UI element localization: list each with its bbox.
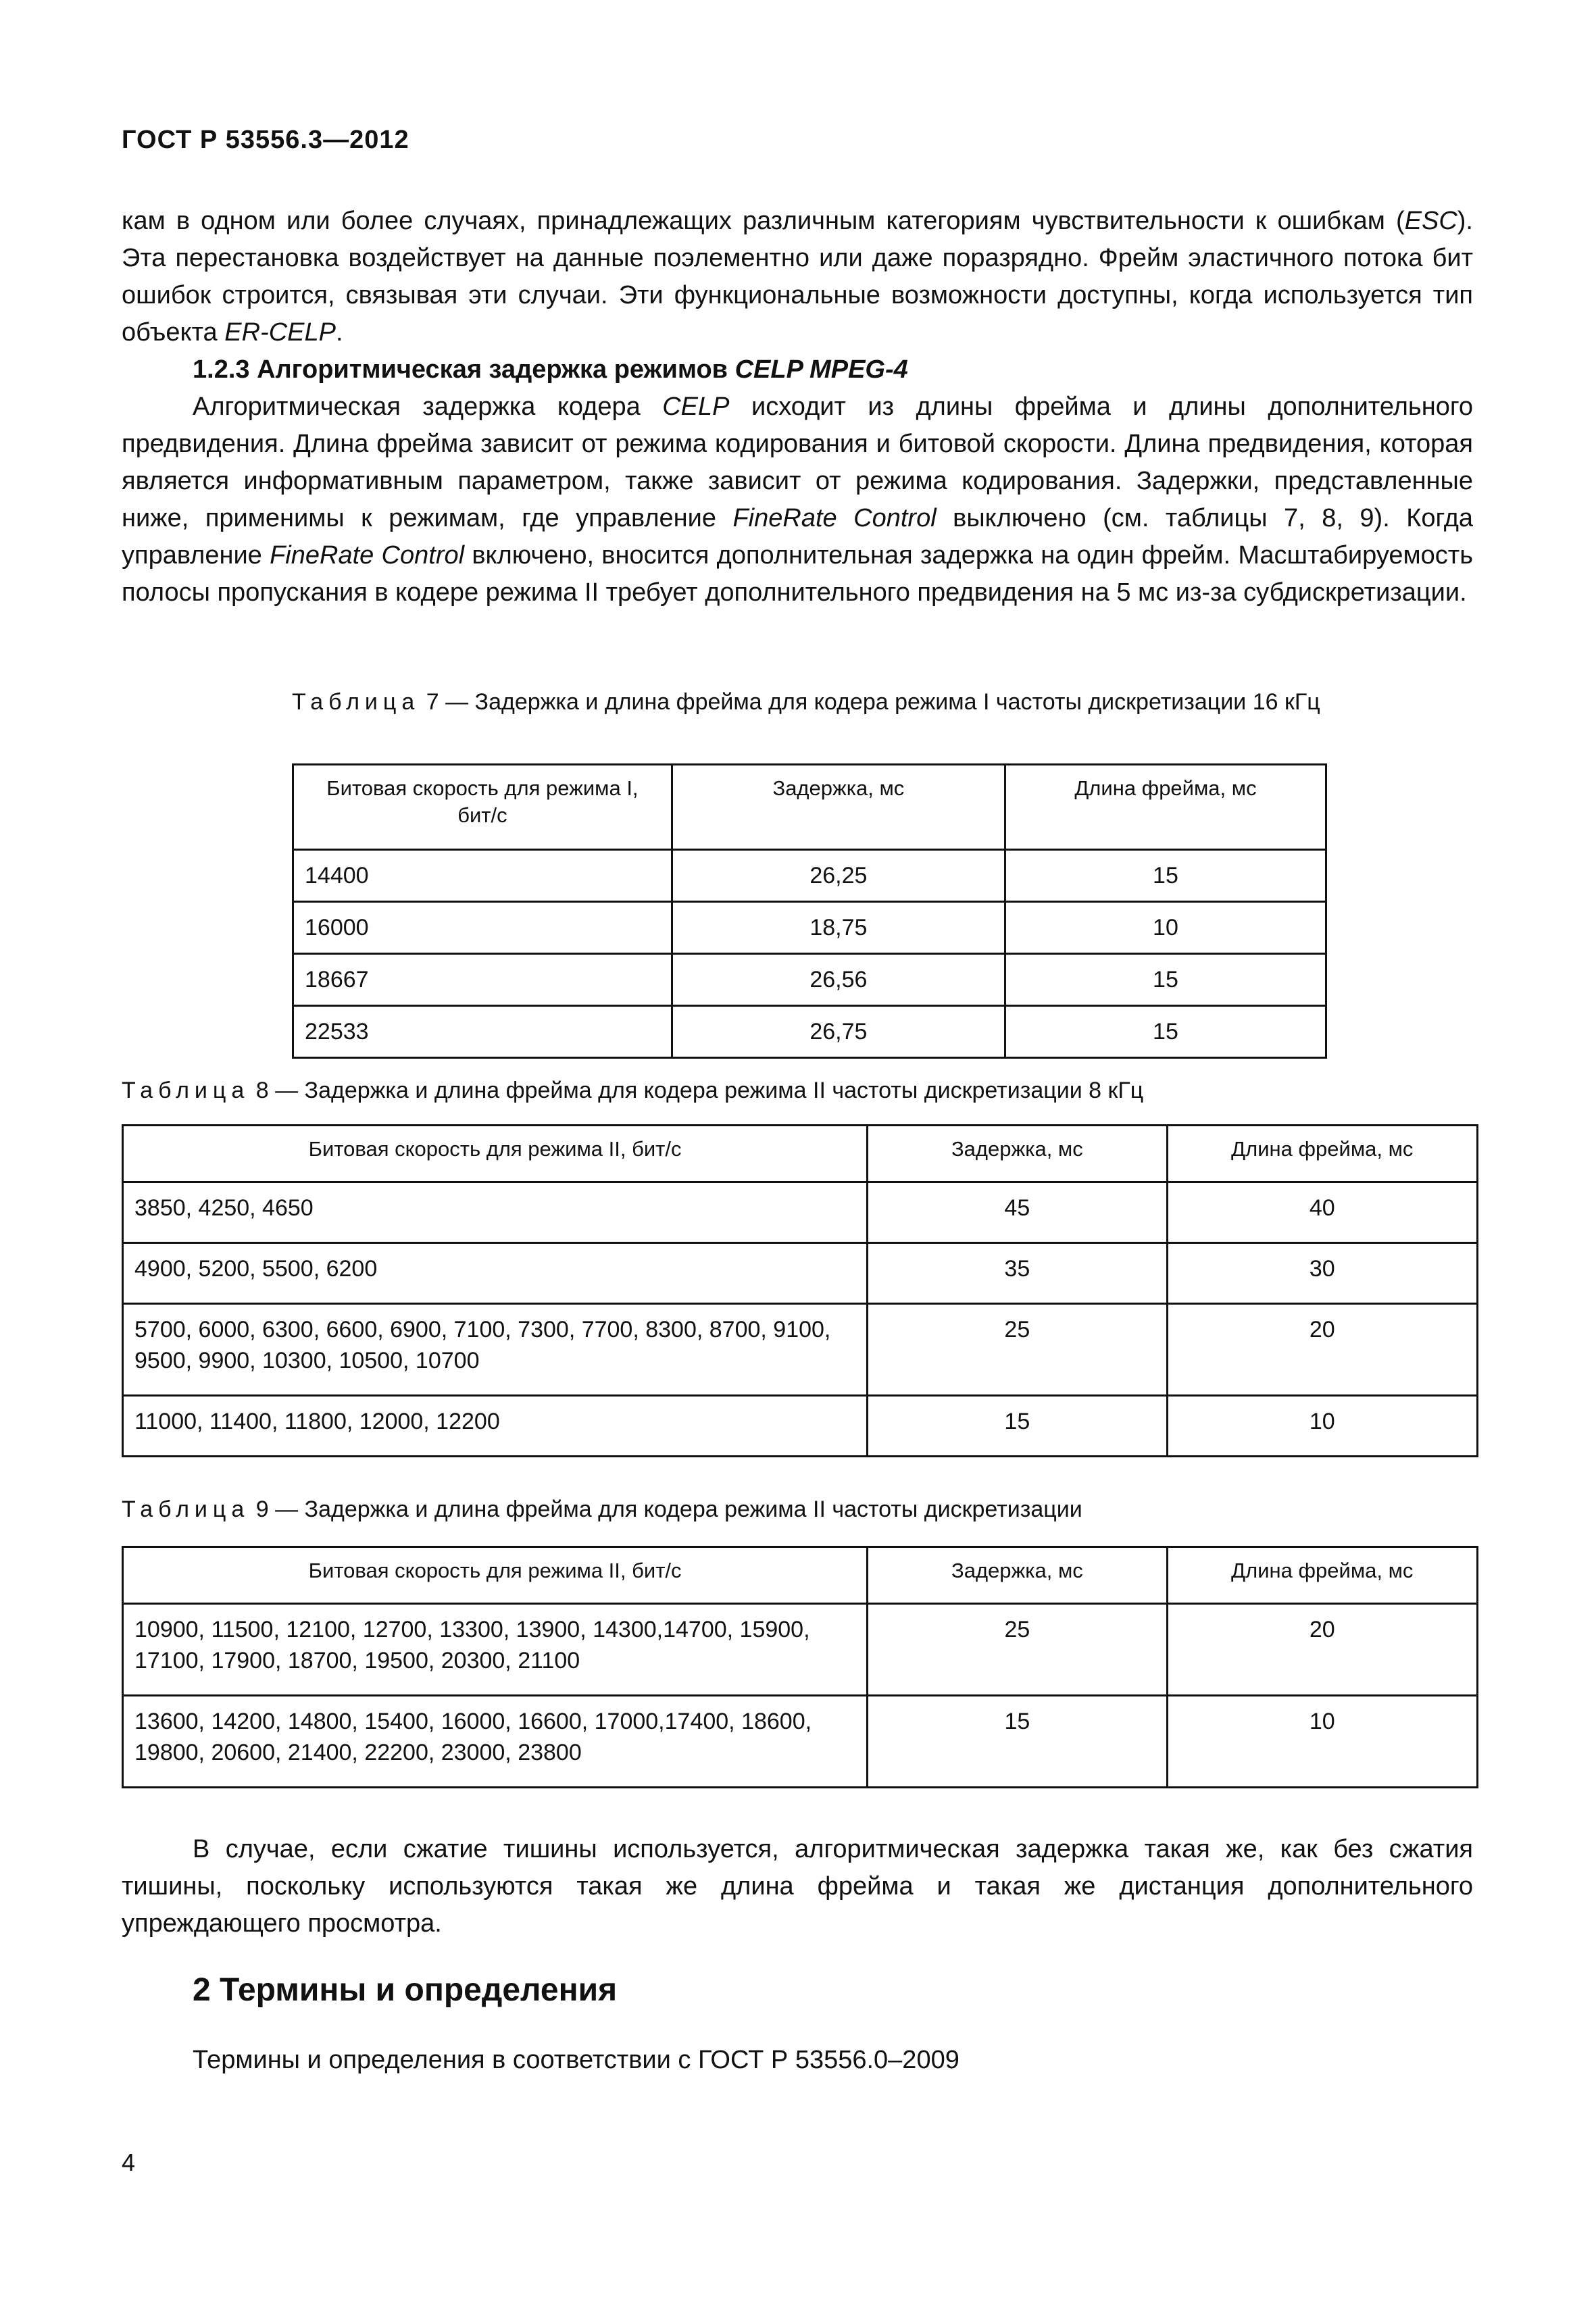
table-cell: 14400: [293, 850, 672, 902]
caption-label: Таблица: [122, 1496, 250, 1522]
caption-text: 8 — Задержка и длина фрейма для кодера режима II частоты дискретизации 8 кГц: [249, 1078, 1144, 1103]
paragraph-delay: [122, 388, 1473, 611]
table-cell: 20: [1167, 1304, 1477, 1396]
paragraph-esc: [122, 203, 1473, 351]
paragraph-silence: В случае, если сжатие тишины используется, алгоритмическая задержка такая же, как без сжатия тишины, поскольку используются такая же длина фрейма и такая же дистанция дополнительного упреждающего просмотра.: [122, 1835, 1473, 1938]
table-cell: 18667: [293, 954, 672, 1006]
caption-label: Таблица: [292, 689, 420, 715]
subsection-heading: [122, 351, 1473, 388]
table-header-row: [123, 1126, 1478, 1182]
header-cell: Задержка, мс: [868, 1126, 1167, 1182]
table-cell: 15: [1005, 954, 1326, 1006]
table-cell: 25: [868, 1304, 1167, 1396]
table-row: [293, 1006, 1326, 1058]
table-cell: 3850, 4250, 4650: [123, 1182, 868, 1243]
table-cell: 26,56: [672, 954, 1005, 1006]
text-run: .: [335, 318, 343, 347]
table9-caption: [122, 1493, 1473, 1526]
table7-caption: [292, 686, 1332, 718]
term-finerate-control: FineRate Control: [732, 504, 937, 532]
table-cell: 25: [868, 1604, 1167, 1696]
table-row: [123, 1304, 1478, 1396]
text-run: исходит из длины фрейма и длины дополнительного предвидения. Длина фрейма зависит от режима кодирования и битовой скорости. Длина предвидения, которая является информативным параметром, также зависит от режима кодирования. Задержки, представленные ниже, применимы к режимам, где управление: [122, 393, 1473, 532]
closing-text: [122, 1831, 1473, 1942]
section-text: Термины и определения в соответствии с ГОСТ Р 53556.0–2009: [193, 2046, 959, 2074]
table-header-row: [123, 1547, 1478, 1604]
table-cell: 15: [868, 1696, 1167, 1788]
table9: [122, 1546, 1478, 1788]
header-cell: Задержка, мс: [868, 1547, 1167, 1604]
caption-text: 9 — Задержка и длина фрейма для кодера режима II частоты дискретизации: [249, 1496, 1082, 1522]
table-cell: 4900, 5200, 5500, 6200: [123, 1243, 868, 1304]
text-run: ). Эта перестановка воздействует на данные поэлементно или даже поразрядно. Фрейм эластичного потока бит ошибок строится, связывая эти случаи. Эти функциональные возможности доступны, когда используется тип объекта: [122, 207, 1473, 347]
table-cell: 45: [868, 1182, 1167, 1243]
table-cell: 13600, 14200, 14800, 15400, 16000, 16600, 17000,17400, 18600, 19800, 20600, 21400, 22200, 23000, 23800: [123, 1696, 868, 1788]
table7: [292, 763, 1327, 1059]
table-cell: 26,75: [672, 1006, 1005, 1058]
table-cell: 18,75: [672, 902, 1005, 954]
table-cell: 40: [1167, 1182, 1477, 1243]
table-cell: 10: [1167, 1696, 1477, 1788]
table-cell: 10: [1167, 1396, 1477, 1457]
table-cell: 11000, 11400, 11800, 12000, 12200: [123, 1396, 868, 1457]
table-cell: 15: [868, 1396, 1167, 1457]
table-cell: 26,25: [672, 850, 1005, 902]
text-run: выключено (см. таблицы 7, 8, 9). Когда управление: [122, 504, 1473, 570]
table8-caption: [122, 1074, 1473, 1107]
table-row: [293, 850, 1326, 902]
document-header: ГОСТ Р 53556.3—2012: [122, 126, 409, 154]
table-cell: 22533: [293, 1006, 672, 1058]
caption-text: 7 — Задержка и длина фрейма для кодера режима I частоты дискретизации 16 кГц: [420, 689, 1320, 715]
header-cell: Битовая скорость для режима II, бит/с: [123, 1126, 868, 1182]
intro-text: [122, 203, 1473, 611]
table-row: [123, 1604, 1478, 1696]
table-cell: 15: [1005, 1006, 1326, 1058]
table-row: [293, 902, 1326, 954]
table-row: [123, 1182, 1478, 1243]
header-cell: Задержка, мс: [672, 765, 1005, 850]
table8: [122, 1124, 1478, 1457]
table-cell: 16000: [293, 902, 672, 954]
term-er-celp: ER-CELP: [224, 318, 336, 347]
table-cell: 5700, 6000, 6300, 6600, 6900, 7100, 7300, 7700, 8300, 8700, 9100, 9500, 9900, 10300, 10500, 10700: [123, 1304, 868, 1396]
text-run: кам в одном или более случаях, принадлежащих различным категориям чувствительности к ошибкам (: [122, 207, 1405, 235]
term-finerate-control: FineRate Control: [270, 541, 465, 570]
table-row: [123, 1696, 1478, 1788]
header-cell: Битовая скорость для режима II, бит/с: [123, 1547, 868, 1604]
table-cell: 15: [1005, 850, 1326, 902]
table-cell: 20: [1167, 1604, 1477, 1696]
table-row: [123, 1396, 1478, 1457]
section-title: 2 Термины и определения: [193, 1972, 618, 2008]
table-cell: 35: [868, 1243, 1167, 1304]
header-cell: Битовая скорость для режима I, бит/с: [293, 765, 672, 850]
header-cell: Длина фрейма, мс: [1167, 1126, 1477, 1182]
text-run: 1.2.3 Алгоритмическая задержка режимов: [193, 355, 735, 384]
header-cell: Длина фрейма, мс: [1167, 1547, 1477, 1604]
table-cell: 10900, 11500, 12100, 12700, 13300, 13900, 14300,14700, 15900, 17100, 17900, 18700, 19500, 20300, 21100: [123, 1604, 868, 1696]
table-cell: 30: [1167, 1243, 1477, 1304]
caption-label: Таблица: [122, 1078, 250, 1103]
term-esc: ESC: [1404, 207, 1457, 235]
table-row: [123, 1243, 1478, 1304]
header-cell: Длина фрейма, мс: [1005, 765, 1326, 850]
text-run: Алгоритмическая задержка кодера: [193, 393, 663, 421]
table-cell: 10: [1005, 902, 1326, 954]
table-row: [293, 954, 1326, 1006]
table-header-row: [293, 765, 1326, 850]
text-run: включено, вносится дополнительная задержка на один фрейм. Масштабируемость полосы пропускания в кодере режима II требует дополнительного предвидения на 5 мс из-за субдискретизации.: [122, 541, 1474, 607]
term-celp-mpeg4: CELP MPEG-4: [734, 355, 908, 384]
page-number: 4: [122, 2148, 136, 2176]
term-celp: CELP: [662, 393, 730, 421]
